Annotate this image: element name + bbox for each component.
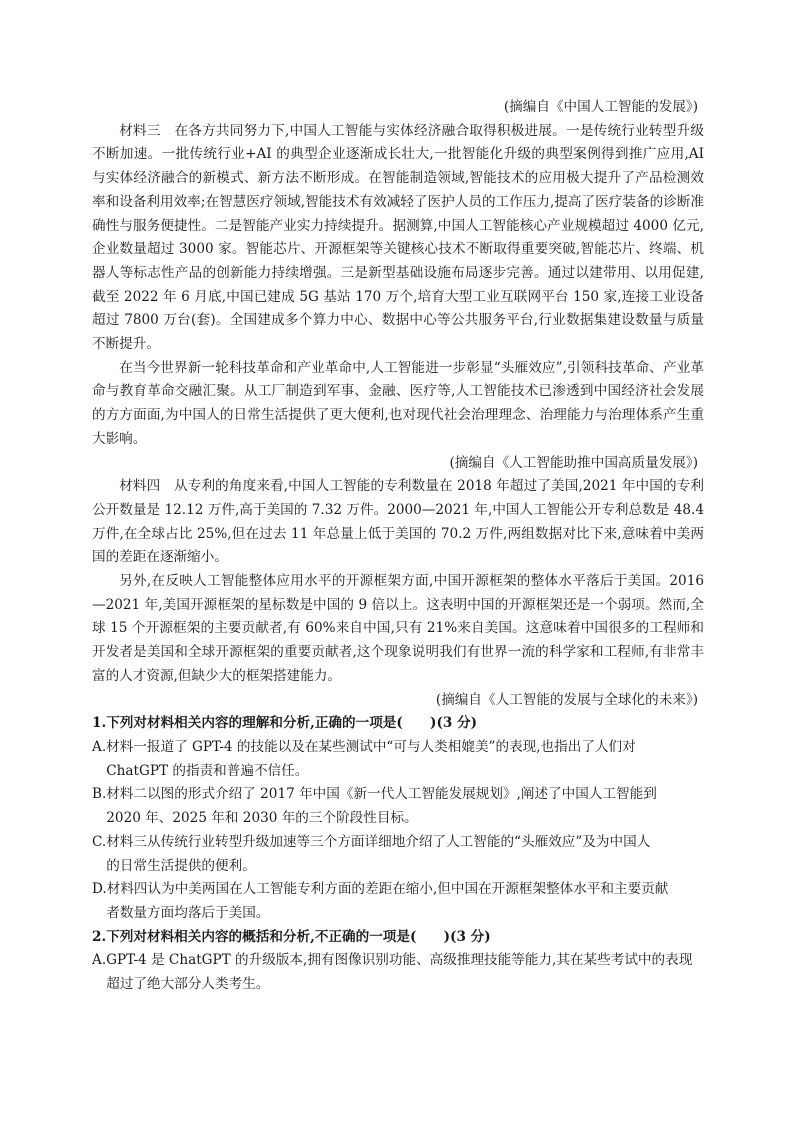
source-citation-1: (摘编自《中国人工智能的发展》)	[503, 99, 698, 115]
question-1-option-b: B.材料二以图的形式介绍了 2017 年中国《新一代人工智能发展规划》,阐述了中国人工智能到	[92, 786, 657, 803]
question-1-option-d: D.材料四认为中美两国在人工智能专利方面的差距在缩小,但中国在开源框架整体水平和主要贡献	[92, 881, 669, 898]
question-1-option-c-cont: 的日常生活提供的便利。	[106, 857, 256, 874]
document-page	[92, 96, 704, 997]
question-2-stem: 2.下列对材料相关内容的概括和分析,不正确的一项是( )(3 分)	[92, 928, 491, 945]
question-1-option-a-cont: ChatGPT 的指责和普遍不信任。	[106, 762, 309, 779]
material-3-paragraph-2: 在当今世界新一轮科技革命和产业革命中,人工智能进一步彰显“头雁效应”,引领科技革命、产业革命与教育革命交融汇聚。从工厂制造到军事、金融、医疗等,人工智能技术已渗透到中国经济社会发展的方方面面,为中国人的日常生活提供了更大便利,也对现代社会治理理念、治理能力与治理体系产生重大影响。	[92, 359, 704, 447]
question-2-option-a: A.GPT-4 是 ChatGPT 的升级版本,拥有图像识别功能、高级推理技能等能力,其在某些考试中的表现	[92, 952, 693, 969]
material-4-paragraph-2: 另外,在反映人工智能整体应用水平的开源框架方面,中国开源框架的整体水平落后于美国。2016—2021 年,美国开源框架的星标数是中国的 9 倍以上。这表明中国的开源框架还是一个弱项。然而,全球 15 个开源框架的主要贡献者,有 60%来自中国,只有 21%来自美国。这意味着中国很多的工程师和开发者是美国和全球开源框架的重要贡献者,这个现象说明我们有世界一流的科学家和工程师,有非常丰富的人才资源,但缺少大的框架搭建能力。	[92, 573, 704, 684]
question-2-option-a-cont: 超过了绝大部分人类考生。	[106, 976, 270, 993]
material-3-paragraph-1: 材料三 在各方共同努力下,中国人工智能与实体经济融合取得积极进展。一是传统行业转型升级不断加速。一批传统行业+AI 的典型企业逐渐成长壮大,一批智能化升级的典型案例得到推广应用,AI 与实体经济融合的新模式、新方法不断形成。在智能制造领域,智能技术的应用极大提升了产品检测效率和设备利用效率;在智慧医疗领域,智能技术有效减轻了医护人员的工作压力,提高了医疗装备的诊断准确性与服务便捷性。二是智能产业实力持续提升。据测算,中国人工智能核心产业规模超过 4000 亿元,企业数量超过 3000 家。智能芯片、开源框架等关键核心技术不断取得重要突破,智能芯片、终端、机器人等标志性产品的创新能力持续增强。三是新型基础设施布局逐步完善。通过以建带用、以用促建,截至 2022 年 6 月底,中国已建成 5G 基站 170 万个,培育大型工业互联网平台 150 家,连接工业设备超过 7800 万台(套)。全国建成多个算力中心、数据中心等公共服务平台,行业数据集建设数量与质量不断提升。	[92, 122, 704, 353]
question-2	[92, 926, 704, 997]
question-1-option-c: C.材料三从传统行业转型升级加速等三个方面详细地介绍了人工智能的“头雁效应”及为中国人	[92, 833, 651, 850]
question-1-option-b-cont: 2020 年、2025 年和 2030 年的三个阶段性目标。	[106, 810, 418, 827]
source-citation-2: (摘编自《人工智能助推中国高质量发展》)	[449, 454, 698, 471]
question-1-stem: 1.下列对材料相关内容的理解和分析,正确的一项是( )(3 分)	[92, 715, 478, 732]
question-1	[92, 712, 704, 925]
material-4-paragraph-1: 材料四 从专利的角度来看,中国人工智能的专利数量在 2018 年超过了美国,2021 年中国的专利公开数量是 12.12 万件,高于美国的 7.32 万件。2000—2021 年,中国人工智能公开专利总数是 48.4 万件,在全球占比 25%,但在过去 11 年总量上低于美国的 70.2 万件,两组数据对比下来,意味着中美两国的差距在逐渐缩小。	[92, 478, 704, 566]
question-1-option-a: A.材料一报道了 GPT-4 的技能以及在某些测试中“可与人类相媲美”的表现,也指出了人们对	[92, 738, 636, 755]
source-citation-3: (摘编自《人工智能的发展与全球化的未来》)	[435, 691, 698, 708]
question-1-option-d-cont: 者数量方面均落后于美国。	[106, 904, 270, 921]
